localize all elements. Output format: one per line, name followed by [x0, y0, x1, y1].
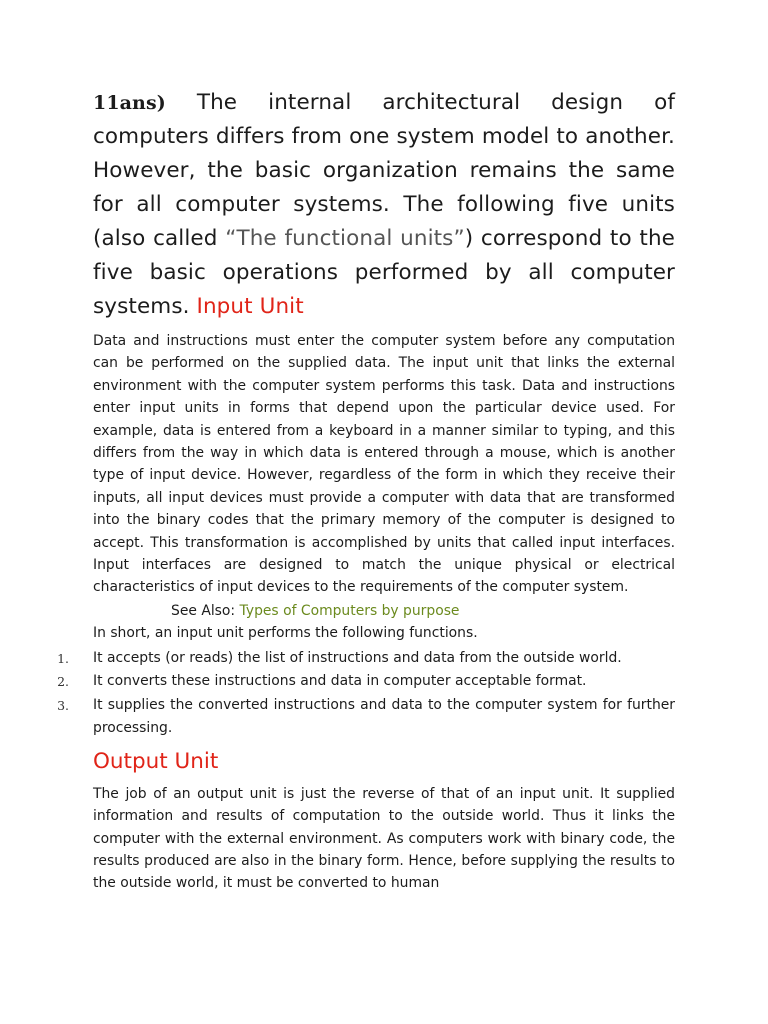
list-item [57, 670, 675, 694]
list-item-text: It accepts (or reads) the list of instructions and data from the outside world. [93, 649, 622, 666]
intro-text-end: ) correspond to the five basic operations performed by all computer systems. [93, 226, 676, 319]
functional-units-quote: “The functional units” [225, 226, 465, 251]
list-item [57, 647, 675, 671]
functions-intro: In short, an input unit performs the following functions. [93, 625, 478, 642]
input-unit-paragraph: Data and instructions must enter the computer system before any computation can be performed on the supplied data. The input unit that links the external environment with the computer system performs this task. Data and instructions enter input units in forms that depend upon the particular device used. For example, data is entered from a keyboard in a manner similar to typing, and this differs from the way in which data is entered through a mouse, which is another type of input device. However, regardless of the form in which they receive their inputs, all input devices must provide a computer with data that are transformed into the binary codes that the primary memory of the computer is designed to accept. This transformation is accomplished by units that called input interfaces. Input interfaces are designed to match the unique physical or electrical characteristics of input devices to the requirements of the computer system. [93, 333, 675, 596]
input-unit-heading: Input Unit [196, 294, 304, 319]
list-item-text: It supplies the converted instructions and data to the computer system for further processing. [93, 696, 675, 737]
see-also-line [171, 600, 675, 622]
list-item-number: 2. [57, 674, 69, 690]
see-also-link[interactable]: Types of Computers by purpose [239, 602, 460, 619]
intro-text-start: The internal architectural design of computers differs from one system model to another. However, the basic organization remains the same for all computer systems. The following five units (also called [93, 90, 675, 251]
document-page [57, 86, 676, 895]
output-unit-paragraph: The job of an output unit is just the reverse of that of an input unit. It supplied information and results of computation to the outside world. Thus it links the computer with the external environment. As computers work with binary code, the results produced are also in the binary form. Hence, before supplying the results to the outside world, it must be converted to human [93, 785, 675, 892]
see-also-label: See Also: [171, 602, 240, 619]
output-unit-heading: Output Unit [93, 748, 219, 774]
list-item-number: 1. [57, 650, 69, 666]
list-item [57, 694, 675, 741]
list-item-number: 3. [57, 697, 69, 713]
intro-paragraph [93, 86, 675, 324]
list-item-text: It converts these instructions and data in computer acceptable format. [93, 673, 587, 690]
question-number: 11ans) [93, 92, 166, 114]
functions-list [57, 647, 675, 741]
